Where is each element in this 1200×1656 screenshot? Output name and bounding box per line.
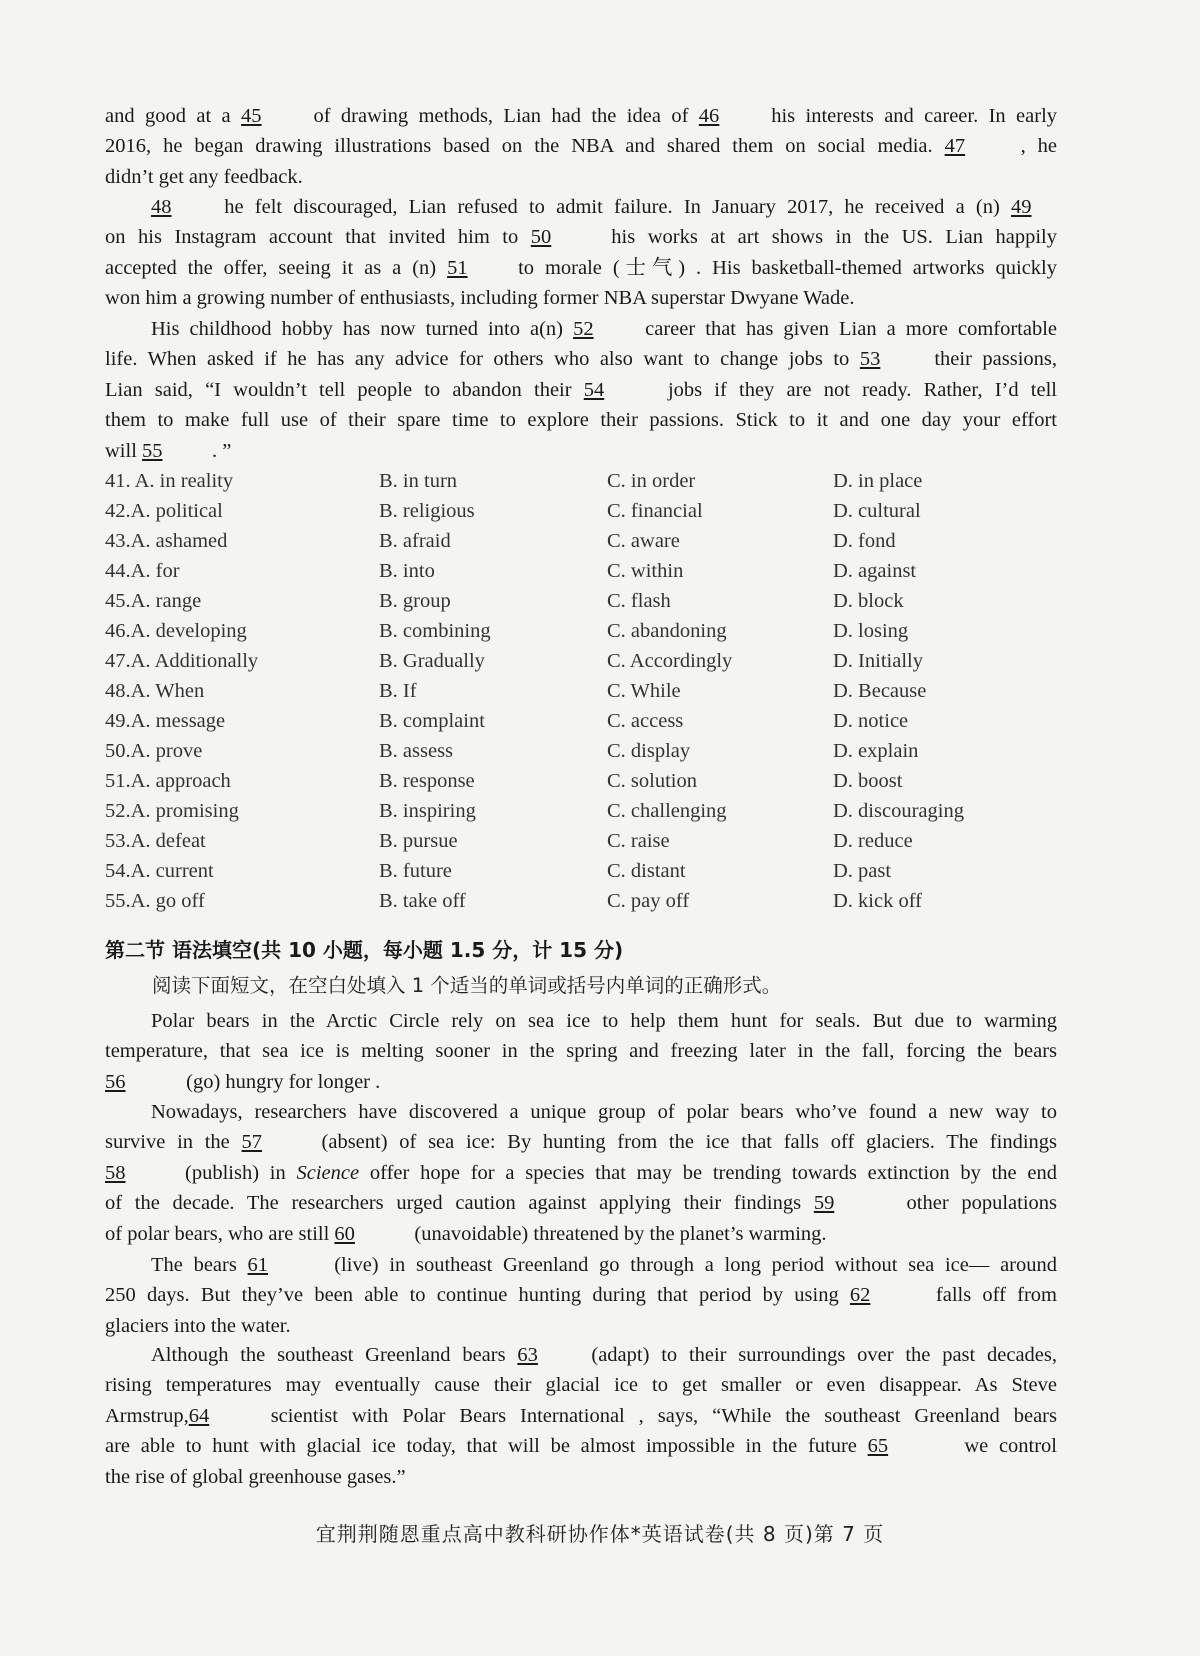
option-row (105, 706, 1005, 736)
option-d: D. boost (833, 770, 903, 792)
blank-54: 54 (583, 378, 605, 401)
option-a: 53.A. defeat (105, 830, 206, 852)
blank-63: 63 (517, 1344, 538, 1366)
option-b: B. in turn (379, 470, 458, 492)
option-b: B. Gradually (379, 650, 485, 672)
option-a: 51.A. approach (105, 770, 231, 792)
option-a: 46.A. developing (105, 620, 247, 642)
page-footer: 宜荆荆随恩重点高中教科研协作体*英语试卷(共 8 页)第 7 页 (315, 1522, 885, 1546)
option-row (105, 496, 1005, 526)
option-d: D. discouraging (833, 800, 964, 822)
option-c: C. While (607, 680, 681, 702)
option-b: B. inspiring (379, 800, 476, 822)
option-b: B. complaint (379, 710, 485, 732)
option-a: 49.A. message (105, 710, 226, 732)
option-row (105, 646, 1005, 676)
option-row (105, 856, 1005, 886)
option-row (105, 826, 1005, 856)
option-b: B. combining (379, 620, 491, 642)
passage-paragraph-3: His childhood hobby has now turned into a(n) 52 career that has given Lian a more comfortable life. When asked if he has any advice for others who also want to change jobs to 53 their passions, Lian said, “I wouldn’t tell people to abandon their 54 jobs if they are not ready. Rather, I’d tell them to make full use of their spare time to explore their passions. Stick to it and one day your effort will 55 . ” (105, 314, 1057, 466)
option-a: 50.A. prove (105, 740, 203, 762)
grammar-paragraph-2: Nowadays, researchers have discovered a unique group of polar bears who’ve found a new way to survive in the 57 (absent) of sea ice: By hunting from the ice that falls off glaciers. The findings 58 (publish) in Science offer hope for a species that may be trending towards extinction by the end of the decade. The researchers urged caution against applying their findings 59 other populations of polar bears, who are still 60 (unavoidable) threatened by the planet’s warming. (105, 1097, 1057, 1249)
option-row (105, 736, 1005, 766)
option-b: B. afraid (379, 530, 451, 552)
section-2-title: 第二节 语法填空(共 10 小题，每小题 1.5 分，计 15 分) (105, 938, 624, 962)
option-d: D. block (833, 590, 904, 612)
option-row (105, 886, 1005, 916)
option-a: 44.A. for (105, 560, 180, 582)
option-row (105, 526, 1005, 556)
blank-51: 51 (447, 256, 468, 279)
option-a: 55.A. go off (105, 890, 205, 912)
option-a: 47.A. Additionally (105, 650, 259, 672)
option-b: B. If (379, 680, 417, 702)
option-b: B. take off (379, 890, 466, 912)
option-row (105, 466, 1005, 496)
option-d: D. explain (833, 740, 919, 762)
option-row (105, 796, 1005, 826)
option-a: 48.A. When (105, 680, 205, 702)
option-c: C. solution (607, 770, 697, 792)
option-c: C. raise (607, 830, 670, 852)
blank-53: 53 (859, 348, 881, 371)
blank-61: 61 (247, 1254, 269, 1276)
option-c: C. distant (607, 860, 686, 882)
option-c: C. pay off (607, 890, 690, 912)
grammar-paragraph-4: Although the southeast Greenland bears 63 (adapt) to their surroundings over the past decades, rising temperatures may eventually cause their glacial ice to get smaller or even disappear. As Steve Armstrup,64 scientist with Polar Bears International , says, “While the southeast Greenland bears are able to hunt with glacial ice today, that will be almost impossible in the future 65 we control the rise of global greenhouse gases.” (105, 1340, 1057, 1492)
blank-49: 49 (1011, 196, 1032, 218)
passage-paragraph-2: 48 he felt discouraged, Lian refused to admit failure. In January 2017, he received a (n) 49 on his Instagram account that invited him to 50 his works at art shows in the US. Lian happily accepted the offer, seeing it as a (n) 51 to morale (士气) . His basketball-themed artworks quickly won him a growing number of enthusiasts, including former NBA superstar Dwyane Wade. (105, 192, 1057, 314)
blank-46: 46 (698, 105, 720, 127)
blank-55: 55 (142, 439, 163, 462)
blank-57: 57 (241, 1131, 263, 1154)
grammar-paragraph-3: The bears 61 (live) in southeast Greenland go through a long period without sea ice— around 250 days. But they’ve been able to continue hunting during that period by using 62 falls off from glaciers into the water. (105, 1250, 1057, 1341)
option-b: B. pursue (379, 830, 458, 852)
option-d: D. in place (833, 470, 923, 492)
blank-60: 60 (334, 1222, 355, 1245)
option-c: C. in order (607, 470, 696, 492)
option-row (105, 766, 1005, 796)
option-row (105, 616, 1005, 646)
section-2-instructions: 阅读下面短文，在空白处填入 1 个适当的单词或括号内单词的正确形式。 (152, 974, 782, 997)
option-c: C. financial (607, 500, 703, 522)
option-a: 52.A. promising (105, 800, 239, 822)
option-a: 54.A. current (105, 860, 214, 882)
blank-64: 64 (188, 1404, 210, 1427)
option-b: B. religious (379, 500, 475, 522)
blank-48: 48 (151, 196, 172, 218)
option-d: D. Initially (833, 650, 923, 672)
option-c: C. Accordingly (607, 650, 733, 672)
option-b: B. group (379, 590, 451, 612)
option-b: B. into (379, 560, 435, 582)
option-row (105, 586, 1005, 616)
option-c: C. abandoning (607, 620, 727, 642)
blank-50: 50 (530, 226, 552, 249)
option-row (105, 556, 1005, 586)
option-c: C. access (607, 710, 684, 732)
option-c: C. within (607, 560, 684, 582)
options-table (105, 466, 1005, 916)
passage-paragraph-1: and good at a 45 of drawing methods, Lian had the idea of 46 his interests and career. In early 2016, he began drawing illustrations based on the NBA and shared them on social media. 47 , he didn’t get any feedback. (105, 101, 1057, 192)
blank-59: 59 (813, 1192, 835, 1215)
option-d: D. against (833, 560, 917, 582)
blank-65: 65 (867, 1435, 889, 1458)
option-d: D. fond (833, 530, 896, 552)
option-d: D. cultural (833, 500, 921, 522)
grammar-paragraph-1: Polar bears in the Arctic Circle rely on sea ice to help them hunt for seals. But due to warming temperature, that sea ice is melting sooner in the spring and freezing later in the fall, forcing the bears 56 (go) hungry for longer . (105, 1006, 1057, 1097)
option-a: 41. A. in reality (105, 470, 234, 492)
option-c: C. aware (607, 530, 680, 552)
option-a: 45.A. range (105, 590, 202, 612)
blank-56: 56 (105, 1070, 126, 1093)
option-b: B. future (379, 860, 452, 882)
option-b: B. response (379, 770, 475, 792)
blank-52: 52 (573, 318, 594, 340)
option-c: C. display (607, 740, 691, 762)
blank-58: 58 (105, 1161, 126, 1184)
blank-45: 45 (241, 105, 262, 127)
option-b: B. assess (379, 740, 454, 762)
option-d: D. Because (833, 680, 927, 702)
blank-62: 62 (849, 1284, 871, 1307)
option-d: D. past (833, 860, 892, 882)
option-c: C. challenging (607, 800, 727, 822)
option-a: 43.A. ashamed (105, 530, 228, 552)
option-c: C. flash (607, 590, 671, 612)
option-a: 42.A. political (105, 500, 223, 522)
option-row (105, 676, 1005, 706)
blank-47: 47 (944, 135, 966, 158)
option-d: D. notice (833, 710, 909, 732)
option-d: D. reduce (833, 830, 913, 852)
option-d: D. losing (833, 620, 909, 642)
option-d: D. kick off (833, 890, 923, 912)
